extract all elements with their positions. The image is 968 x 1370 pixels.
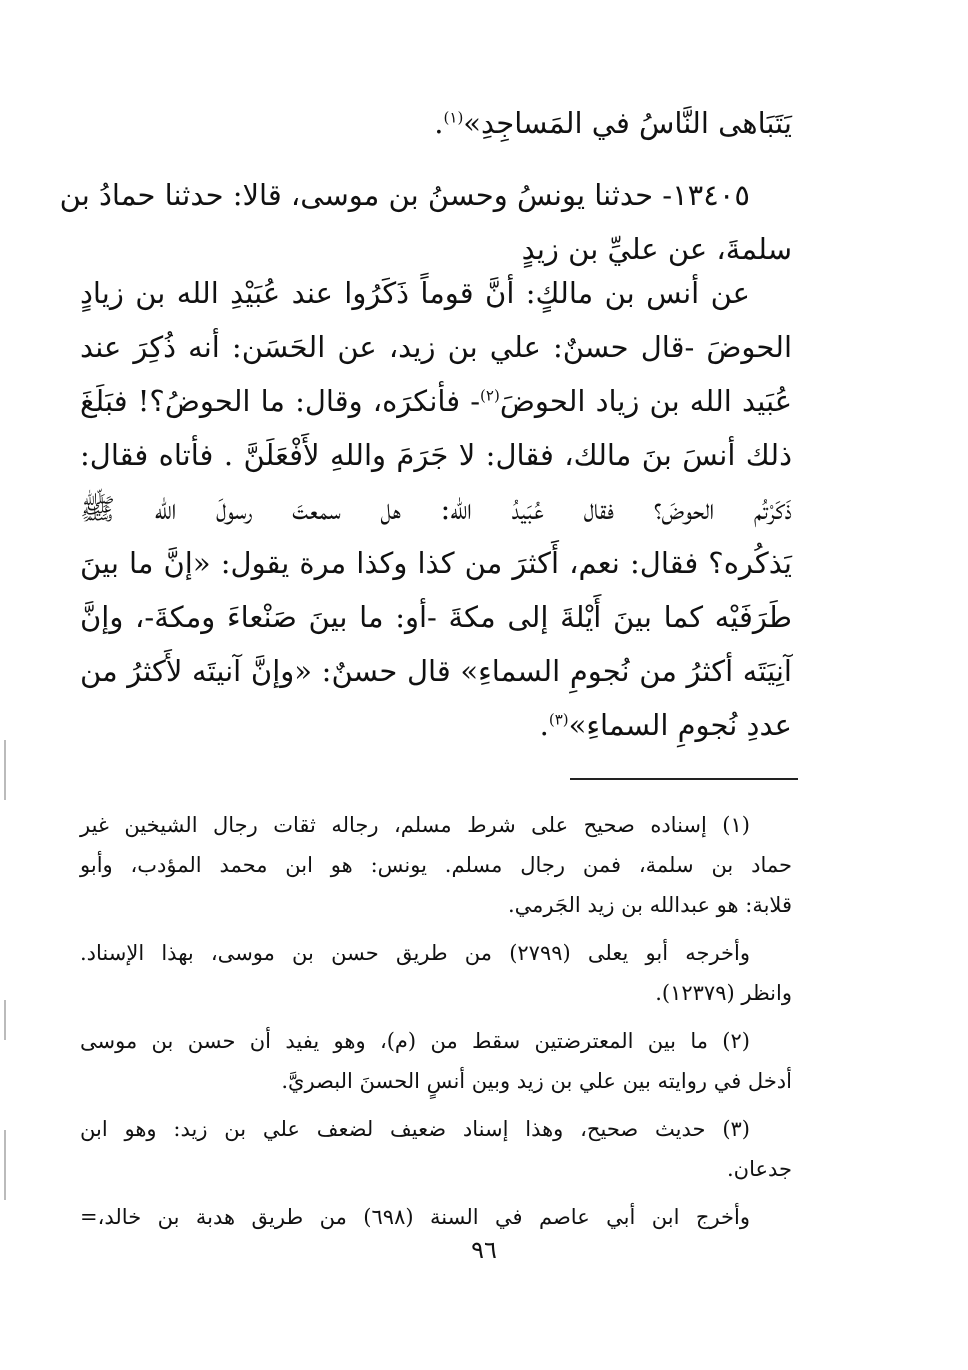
footnote-line: وانظر (١٢٣٧٩). (655, 981, 792, 1005)
footnotes (80, 805, 792, 1237)
footnote-line: حماد بن سلمة، فمن رجال مسلم. يونس: هو ابن محمد المؤدب، وأبو (80, 853, 792, 877)
footnote-line: أدخل في روايته بين علي بن زيد وبين أنسٍ الحسنَ البصريَّ. (281, 1069, 792, 1093)
footnote-marker: (٣) (548, 710, 569, 729)
scan-mark (4, 1000, 6, 1040)
hadith-chain-paragraph (59, 168, 792, 276)
scan-mark (4, 1130, 6, 1200)
text-segment: عُبَيد الله بن زياد الحوضَ (499, 384, 793, 418)
header-line (80, 96, 792, 150)
text-line: ١٣٤٠٥- حدثنا يونسُ وحسنُ بن موسى، قالا: حدثنا حمادُ بن (59, 178, 750, 212)
footnote-line: وأخرجه أبو يعلى (٢٧٩٩) من طريق حسن بن موسى، بهذا الإسناد. (80, 941, 751, 965)
footnote-line: (٢) ما بين المعترضتين سقط من (م)، وهو يفيد أن حسن بن موسى (80, 1029, 750, 1053)
text-line: سلمةَ، عن عليِّ بن زيدٍ (521, 232, 792, 266)
footnote-line: قلابة: هو عبدالله بن زيد الجَرمي. (507, 893, 792, 917)
text-segment: - فأنكرَه، وقال: ما الحوضُ؟! فبَلَغَ (80, 384, 481, 418)
footnote-line: جدعان. (726, 1157, 792, 1181)
text-line: الحوضَ -قال حسنٌ: علي بن زيد، عن الحَسَن: أنه ذُكِرَ عند (80, 330, 792, 364)
footnote-divider (570, 778, 798, 780)
header-text: يَتَبَاهى النَّاسُ في المَساجِدِ» (463, 106, 792, 140)
text-line: عن أنس بن مالكٍ: أنَّ قوماً ذَكَرُوا عند عُبَيْدِ الله بن زيادٍ (80, 276, 750, 310)
text-segment: عددِ نُجومِ السماءِ» (568, 708, 792, 742)
text-line: ذلك أنسَ بنَ مالك، فقال: لا جَرَمَ واللهِ لأَفْعَلَنَّ . فأتاه فقال: (80, 438, 792, 472)
footnote-line: (٣) حديث صحيح، وهذا إسناد ضعيف لضعف علي بن زيد: وهو ابن (80, 1117, 750, 1141)
hadith-text-paragraph (80, 266, 792, 752)
text-line: يَذكُره؟ فقال: نعم، أَكثرَ من كذا وكذا مرة يقول: «إنَّ ما بينَ (80, 546, 792, 580)
text-line (80, 698, 792, 752)
text-line: ذَكَرْتُم الحوضَ؟ فقال عُبَيدُ الله: هل سمعتَ رسولَ الله ﷺ (80, 492, 792, 526)
text-segment: . (539, 708, 549, 742)
footnote-marker: (٢) (480, 386, 500, 405)
footnote-line: وأخرج ابن أبي عاصم في السنة (٦٩٨) من طريق هدبة بن خالد،= (80, 1205, 750, 1229)
footnote-marker: (١) (443, 108, 464, 127)
footnote-line: (١) إسناده صحيح على شرط مسلم، رجاله ثقات رجال الشيخين غير (80, 813, 750, 837)
header-tail: . (434, 106, 444, 140)
page-number: ٩٦ (471, 1236, 497, 1264)
scan-mark (4, 740, 6, 800)
text-line: آنِيَتَه أكثرُ من نُجومِ السماءِ» قال حسنٌ: «وإنَّ آنيتَه لأَكثرُ من (80, 654, 792, 688)
text-line: طَرَفَيْه كما بينَ أَيْلةَ إلى مكةَ -أو: ما بينَ صَنْعاءَ ومكةَ-، وإنَّ (80, 600, 792, 634)
text-line (80, 374, 792, 428)
